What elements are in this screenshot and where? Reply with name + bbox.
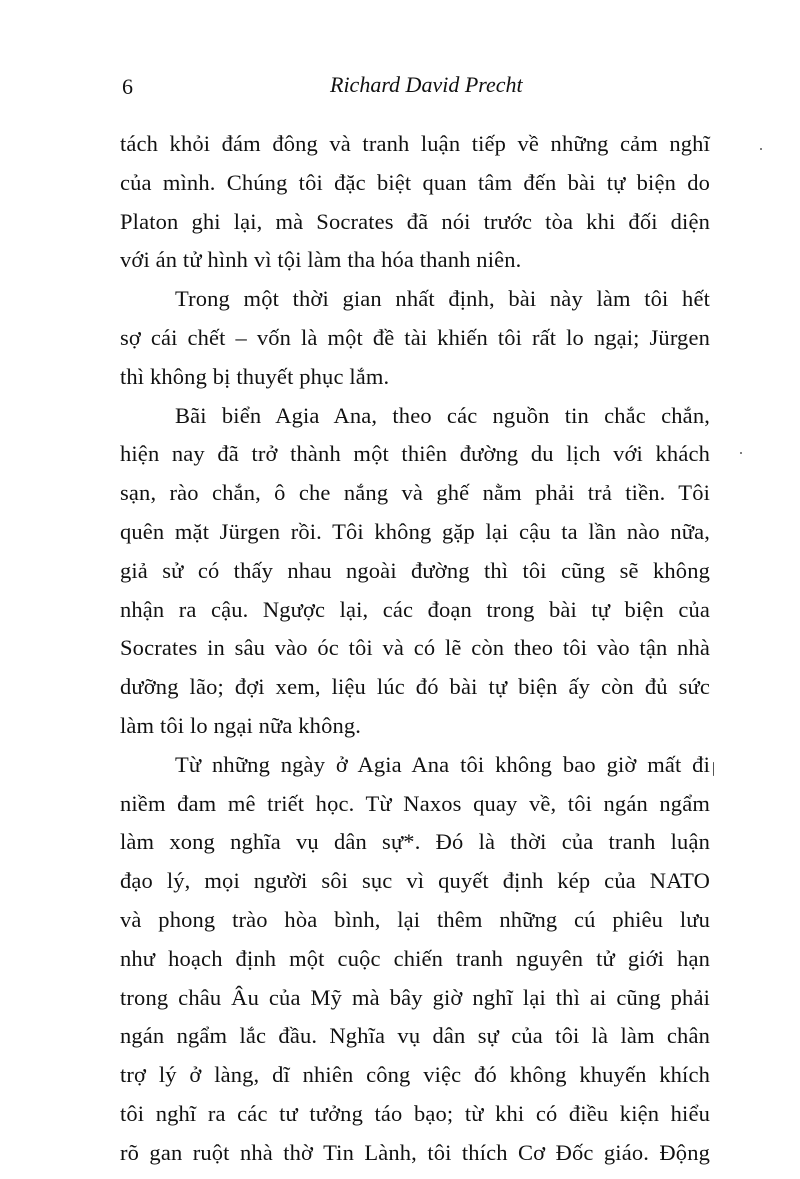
text-line: làm xong nghĩa vụ dân sự*. Đó là thời của tranh luận [120, 829, 710, 855]
paragraph-3 [120, 397, 710, 746]
paragraph-4 [120, 746, 710, 1173]
scan-speck [713, 762, 714, 776]
text-line: Socrates in sâu vào óc tôi và có lẽ còn theo tôi vào tận nhà [120, 635, 710, 661]
text-line: nhận ra cậu. Ngược lại, các đoạn trong bài tự biện của [120, 596, 710, 622]
text-line: quên mặt Jürgen rồi. Tôi không gặp lại cậu ta lần nào nữa, [120, 518, 710, 544]
body-text [120, 125, 710, 1173]
text-line: làm tôi lo ngại nữa không. [120, 712, 362, 738]
text-line: và phong trào hòa bình, lại thêm những cú phiêu lưu [120, 906, 710, 932]
text-line: trong châu Âu của Mỹ mà bây giờ nghĩ lại thì ai cũng phải [120, 984, 710, 1010]
paragraph-2 [120, 280, 710, 396]
text-line: niềm đam mê triết học. Từ Naxos quay về, tôi ngán ngẩm [120, 790, 710, 816]
text-line: thì không bị thuyết phục lắm. [120, 363, 390, 389]
text-line: rõ gan ruột nhà thờ Tin Lành, tôi thích Cơ Đốc giáo. Động [120, 1139, 710, 1165]
paragraph-1 [120, 125, 710, 280]
running-head: Richard David Precht [330, 72, 523, 97]
text-line: ngán ngẩm lắc đầu. Nghĩa vụ dân sự của tôi là làm chân [120, 1023, 710, 1049]
text-line: Platon ghi lại, mà Socrates đã nói trước tòa khi đối diện [120, 208, 710, 234]
text-line: tôi nghĩ ra các tư tưởng táo bạo; từ khi có điều kiện hiểu [120, 1100, 710, 1126]
text-line: sợ cái chết – vốn là một đề tài khiến tôi rất lo ngại; Jürgen [120, 324, 710, 350]
scan-speck [740, 452, 742, 454]
text-line: Bãi biển Agia Ana, theo các nguồn tin chắc chắn, [175, 402, 710, 428]
text-line: trợ lý ở làng, dĩ nhiên công việc đó không khuyến khích [120, 1062, 710, 1088]
text-line: tách khỏi đám đông và tranh luận tiếp về những cảm nghĩ [120, 131, 710, 156]
text-line: đạo lý, mọi người sôi sục vì quyết định kép của NATO [120, 868, 710, 894]
text-line: của mình. Chúng tôi đặc biệt quan tâm đến bài tự biện do [120, 169, 710, 195]
scan-speck [760, 148, 762, 150]
text-line: sạn, rào chắn, ô che nắng và ghế nằm phải trả tiền. Tôi [120, 480, 710, 506]
text-line: giả sử có thấy nhau ngoài đường thì tôi cũng sẽ không [120, 557, 710, 583]
text-line: như hoạch định một cuộc chiến tranh nguyên tử giới hạn [120, 945, 710, 971]
text-line: hiện nay đã trở thành một thiên đường du lịch với khách [120, 441, 710, 467]
text-line: với án tử hình vì tội làm tha hóa thanh niên. [120, 247, 522, 273]
text-line: Trong một thời gian nhất định, bài này làm tôi hết [175, 286, 710, 312]
text-line: dưỡng lão; đợi xem, liệu lúc đó bài tự biện ấy còn đủ sức [120, 674, 710, 700]
text-line: Từ những ngày ở Agia Ana tôi không bao giờ mất đi [175, 751, 710, 777]
page-number: 6 [122, 74, 133, 99]
